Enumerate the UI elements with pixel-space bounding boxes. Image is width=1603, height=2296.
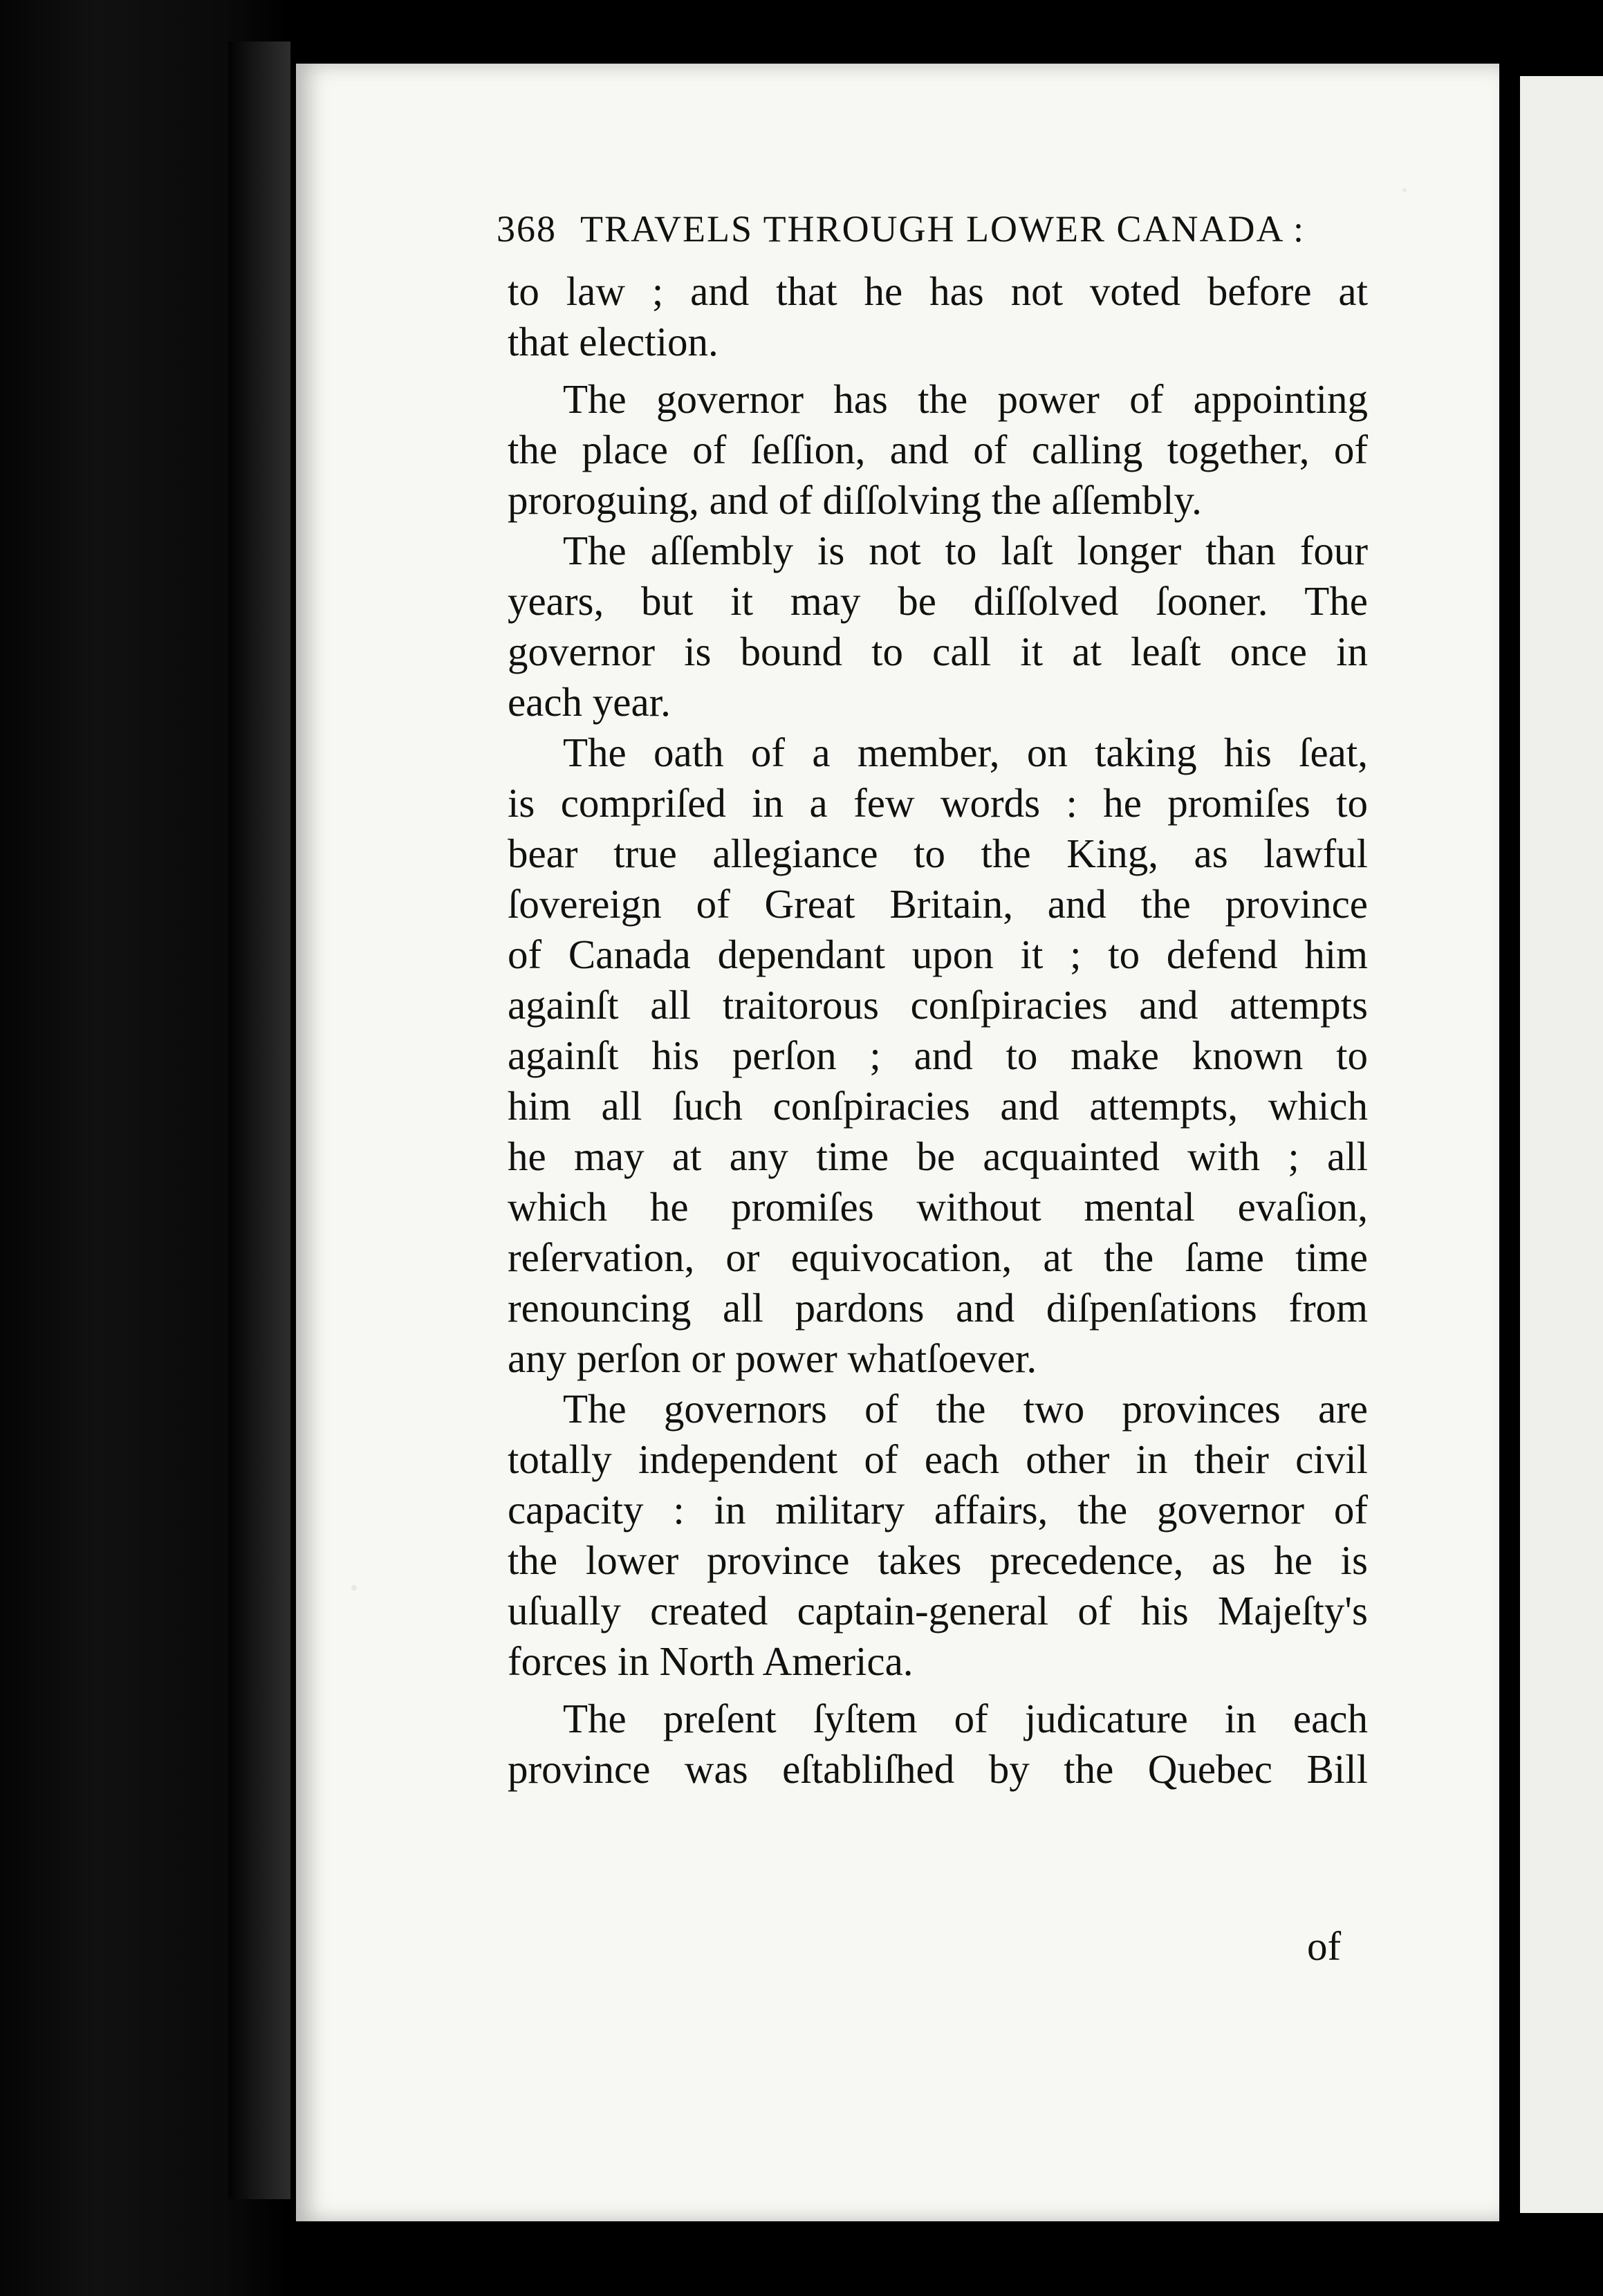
running-title: TRAVELS THROUGH LOWER CANADA :: [580, 208, 1306, 250]
text-line: he may at any time be acquainted with ; all: [508, 1133, 1368, 1179]
text-line: province was eſtabliſhed by the Quebec Bill: [508, 1746, 1368, 1792]
text-line: capacity : in military affairs, the governor of: [508, 1487, 1368, 1533]
book-binding-shadow: [228, 41, 290, 2199]
text-line: the lower province takes precedence, as he is: [508, 1537, 1368, 1583]
text-line: uſually created captain-general of his Majeſty's: [508, 1588, 1368, 1633]
text-line: The governors of the two provinces are: [563, 1386, 1368, 1432]
text-line: The preſent ſyſtem of judicature in each: [563, 1696, 1368, 1741]
text-line: to law ; and that he has not voted before at: [508, 268, 1368, 314]
text-line: is compriſed in a few words : he promiſes to: [508, 780, 1368, 826]
text-line: reſervation, or equivocation, at the ſame time: [508, 1234, 1368, 1280]
text-line: the place of ſeſſion, and of calling together, of: [508, 427, 1368, 472]
text-line: governor is bound to call it at leaſt once in: [508, 629, 1368, 674]
text-line: that election.: [508, 319, 719, 364]
text-line: The governor has the power of appointing: [563, 376, 1368, 422]
running-header: [497, 207, 1368, 263]
text-line: any perſon or power whatſoever.: [508, 1335, 1037, 1381]
catchword: of: [1307, 1923, 1342, 1969]
text-line: which he promiſes without mental evaſion,: [508, 1184, 1368, 1230]
text-line: proroguing, and of diſſolving the aſſembly.: [508, 477, 1202, 523]
text-line: ſovereign of Great Britain, and the province: [508, 881, 1368, 927]
text-line: each year.: [508, 679, 671, 725]
text-line: bear true allegiance to the King, as lawful: [508, 831, 1368, 876]
text-line: The aſſembly is not to laſt longer than four: [563, 528, 1368, 573]
page-speck: [351, 1585, 357, 1591]
text-line: renouncing all pardons and diſpenſations from: [508, 1285, 1368, 1331]
text-line: againſt his perſon ; and to make known to: [508, 1033, 1368, 1078]
text-line: againſt all traitorous conſpiracies and attempts: [508, 982, 1368, 1028]
text-line: forces in North America.: [508, 1638, 914, 1684]
facing-page-edge: [1520, 76, 1603, 2213]
page-number: 368: [497, 208, 557, 250]
text-line: totally independent of each other in their civil: [508, 1436, 1368, 1482]
text-line: The oath of a member, on taking his ſeat,: [563, 730, 1368, 775]
text-line: him all ſuch conſpiracies and attempts, which: [508, 1083, 1368, 1129]
text-line: of Canada dependant upon it ; to defend him: [508, 932, 1368, 977]
body-text: [508, 266, 1368, 1795]
page-speck: [1402, 188, 1407, 192]
text-line: years, but it may be diſſolved ſooner. The: [508, 578, 1368, 624]
